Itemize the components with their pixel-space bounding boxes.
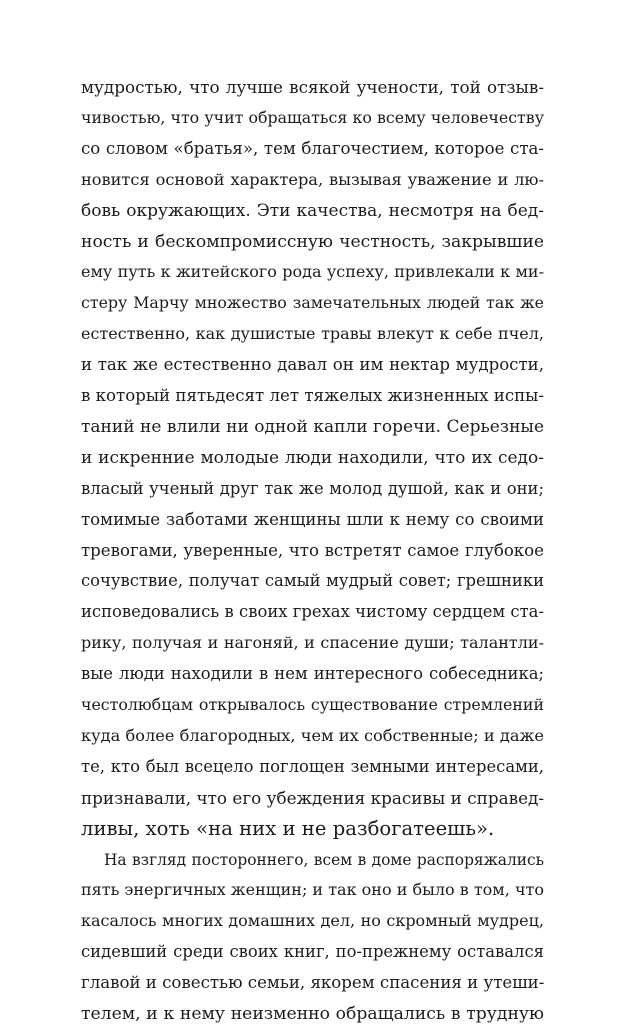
text-line: и искренние молодые люди находили, что их седо-	[81, 447, 544, 468]
text-line: исповедовались в своих грехах чистому сердцем ста-	[81, 602, 544, 622]
text-line: и так же естественно давал он им нектар мудрости,	[81, 355, 544, 375]
text-line: те, кто был всецело поглощен земными интересами,	[81, 756, 544, 776]
text-line: сочувствие, получат самый мудрый совет; грешники	[81, 571, 544, 591]
text-line: в который пятьдесят лет тяжелых жизненных испы-	[81, 386, 544, 405]
text-line: бовь окружающих. Эти качества, несмотря на бед-	[81, 200, 544, 221]
text-line: чивостью, что учит обращаться ко всему человечеству	[81, 107, 544, 127]
text-line: вые люди находили в нем интересного собеседника;	[81, 664, 544, 684]
text-line: главой и совестью семьи, якорем спасения и утеши-	[81, 973, 545, 993]
text-line: куда более благородных, чем их собственные; и даже	[81, 725, 544, 745]
text-line: признавали, что его убеждения красивы и справед-	[81, 787, 544, 808]
text-line: стеру Марчу множество замечательных людей так же	[81, 293, 544, 313]
text-line: естественно, как душистые травы влекут к себе пчел,	[81, 324, 544, 344]
text-line: рику, получая и нагоняй, и спасение души; талантли-	[81, 633, 544, 653]
text-line: ему путь к житейского рода успеху, привлекали к ми-	[81, 262, 544, 282]
text-line: томимые заботами женщины шли к нему со своими	[81, 509, 544, 529]
text-line: тревогами, уверенные, что встретят самое глубокое	[81, 540, 544, 560]
text-line: сидевший среди своих книг, по-прежнему оставался	[81, 942, 544, 962]
paragraph-first-line: На взгляд постороннего, всем в доме распоряжались	[104, 850, 544, 869]
text-line: ливы, хоть «на них и не разбогатеешь».	[81, 816, 495, 840]
text-line: со словом «братья», тем благочестием, которое ста-	[81, 138, 544, 158]
text-line: власый ученый друг так же молод душой, как и они;	[81, 478, 544, 498]
text-line: новится основой характера, вызывая уважение и лю-	[81, 169, 544, 189]
text-line: касалось многих домашних дел, но скромный мудрец,	[81, 911, 544, 931]
text-line: ность и бескомпромиссную честность, закрывшие	[81, 231, 544, 252]
text-line: таний не влили ни одной капли горечи. Серьезные	[81, 416, 544, 437]
text-line: мудростью, что лучше всякой учености, той отзыв-	[81, 77, 544, 97]
text-line: честолюбцам открывалось существование стремлений	[81, 695, 544, 714]
text-line: пять энергичных женщин; и так оно и было в том, что	[81, 880, 544, 900]
text-line: телем, и к нему неизменно обращались в трудную	[81, 1004, 544, 1024]
